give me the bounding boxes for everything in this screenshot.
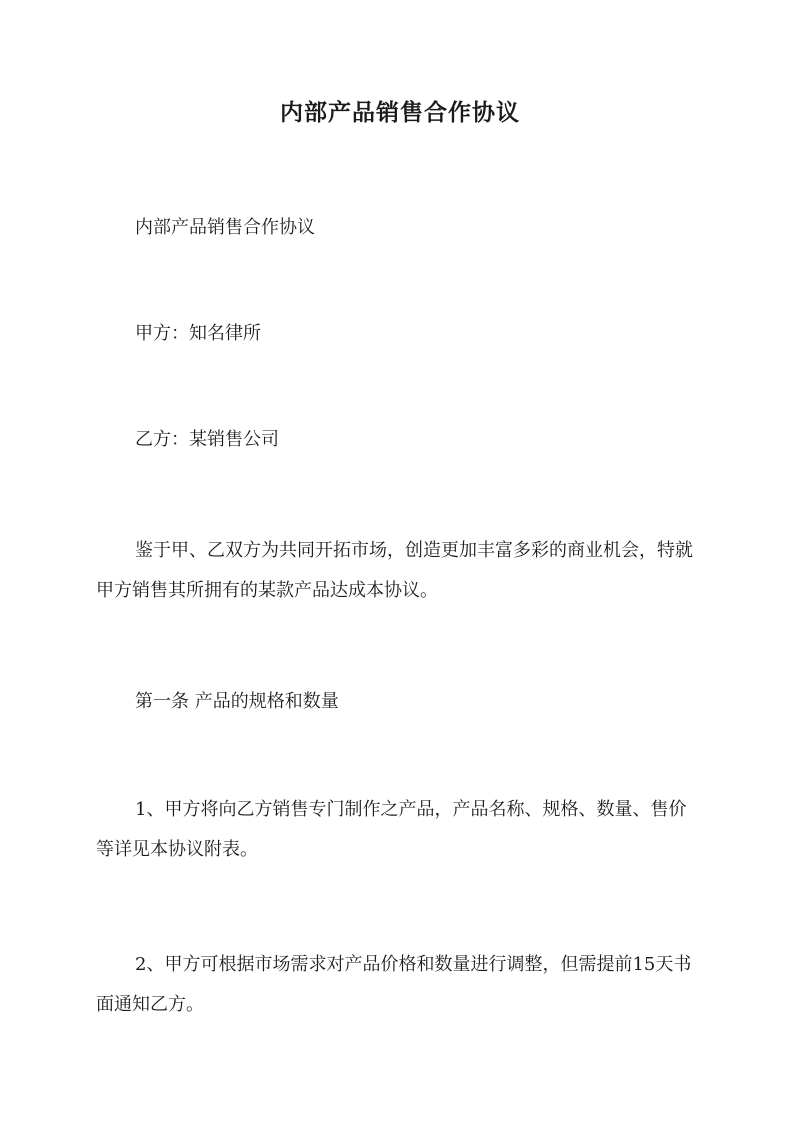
clause-2-paragraph: 2、甲方可根据市场需求对产品价格和数量进行调整，但需提前15天书面通知乙方。 <box>96 954 692 1015</box>
clause-1-paragraph: 1、甲方将向乙方销售专门制作之产品，产品名称、规格、数量、售价等详见本协议附表。 <box>96 799 687 860</box>
agreement-heading: 内部产品销售合作协议 <box>135 217 315 238</box>
preamble-paragraph: 鉴于甲、乙双方为共同开拓市场，创造更加丰富多彩的商业机会，特就甲方销售其所拥有的某款产品达成本协议。 <box>96 540 693 601</box>
party-a-line: 甲方：知名律所 <box>135 323 261 344</box>
article-one-heading: 第一条 产品的规格和数量 <box>135 691 339 712</box>
party-b-line: 乙方：某销售公司 <box>135 429 279 450</box>
document-title: 内部产品销售合作协议 <box>280 99 520 126</box>
